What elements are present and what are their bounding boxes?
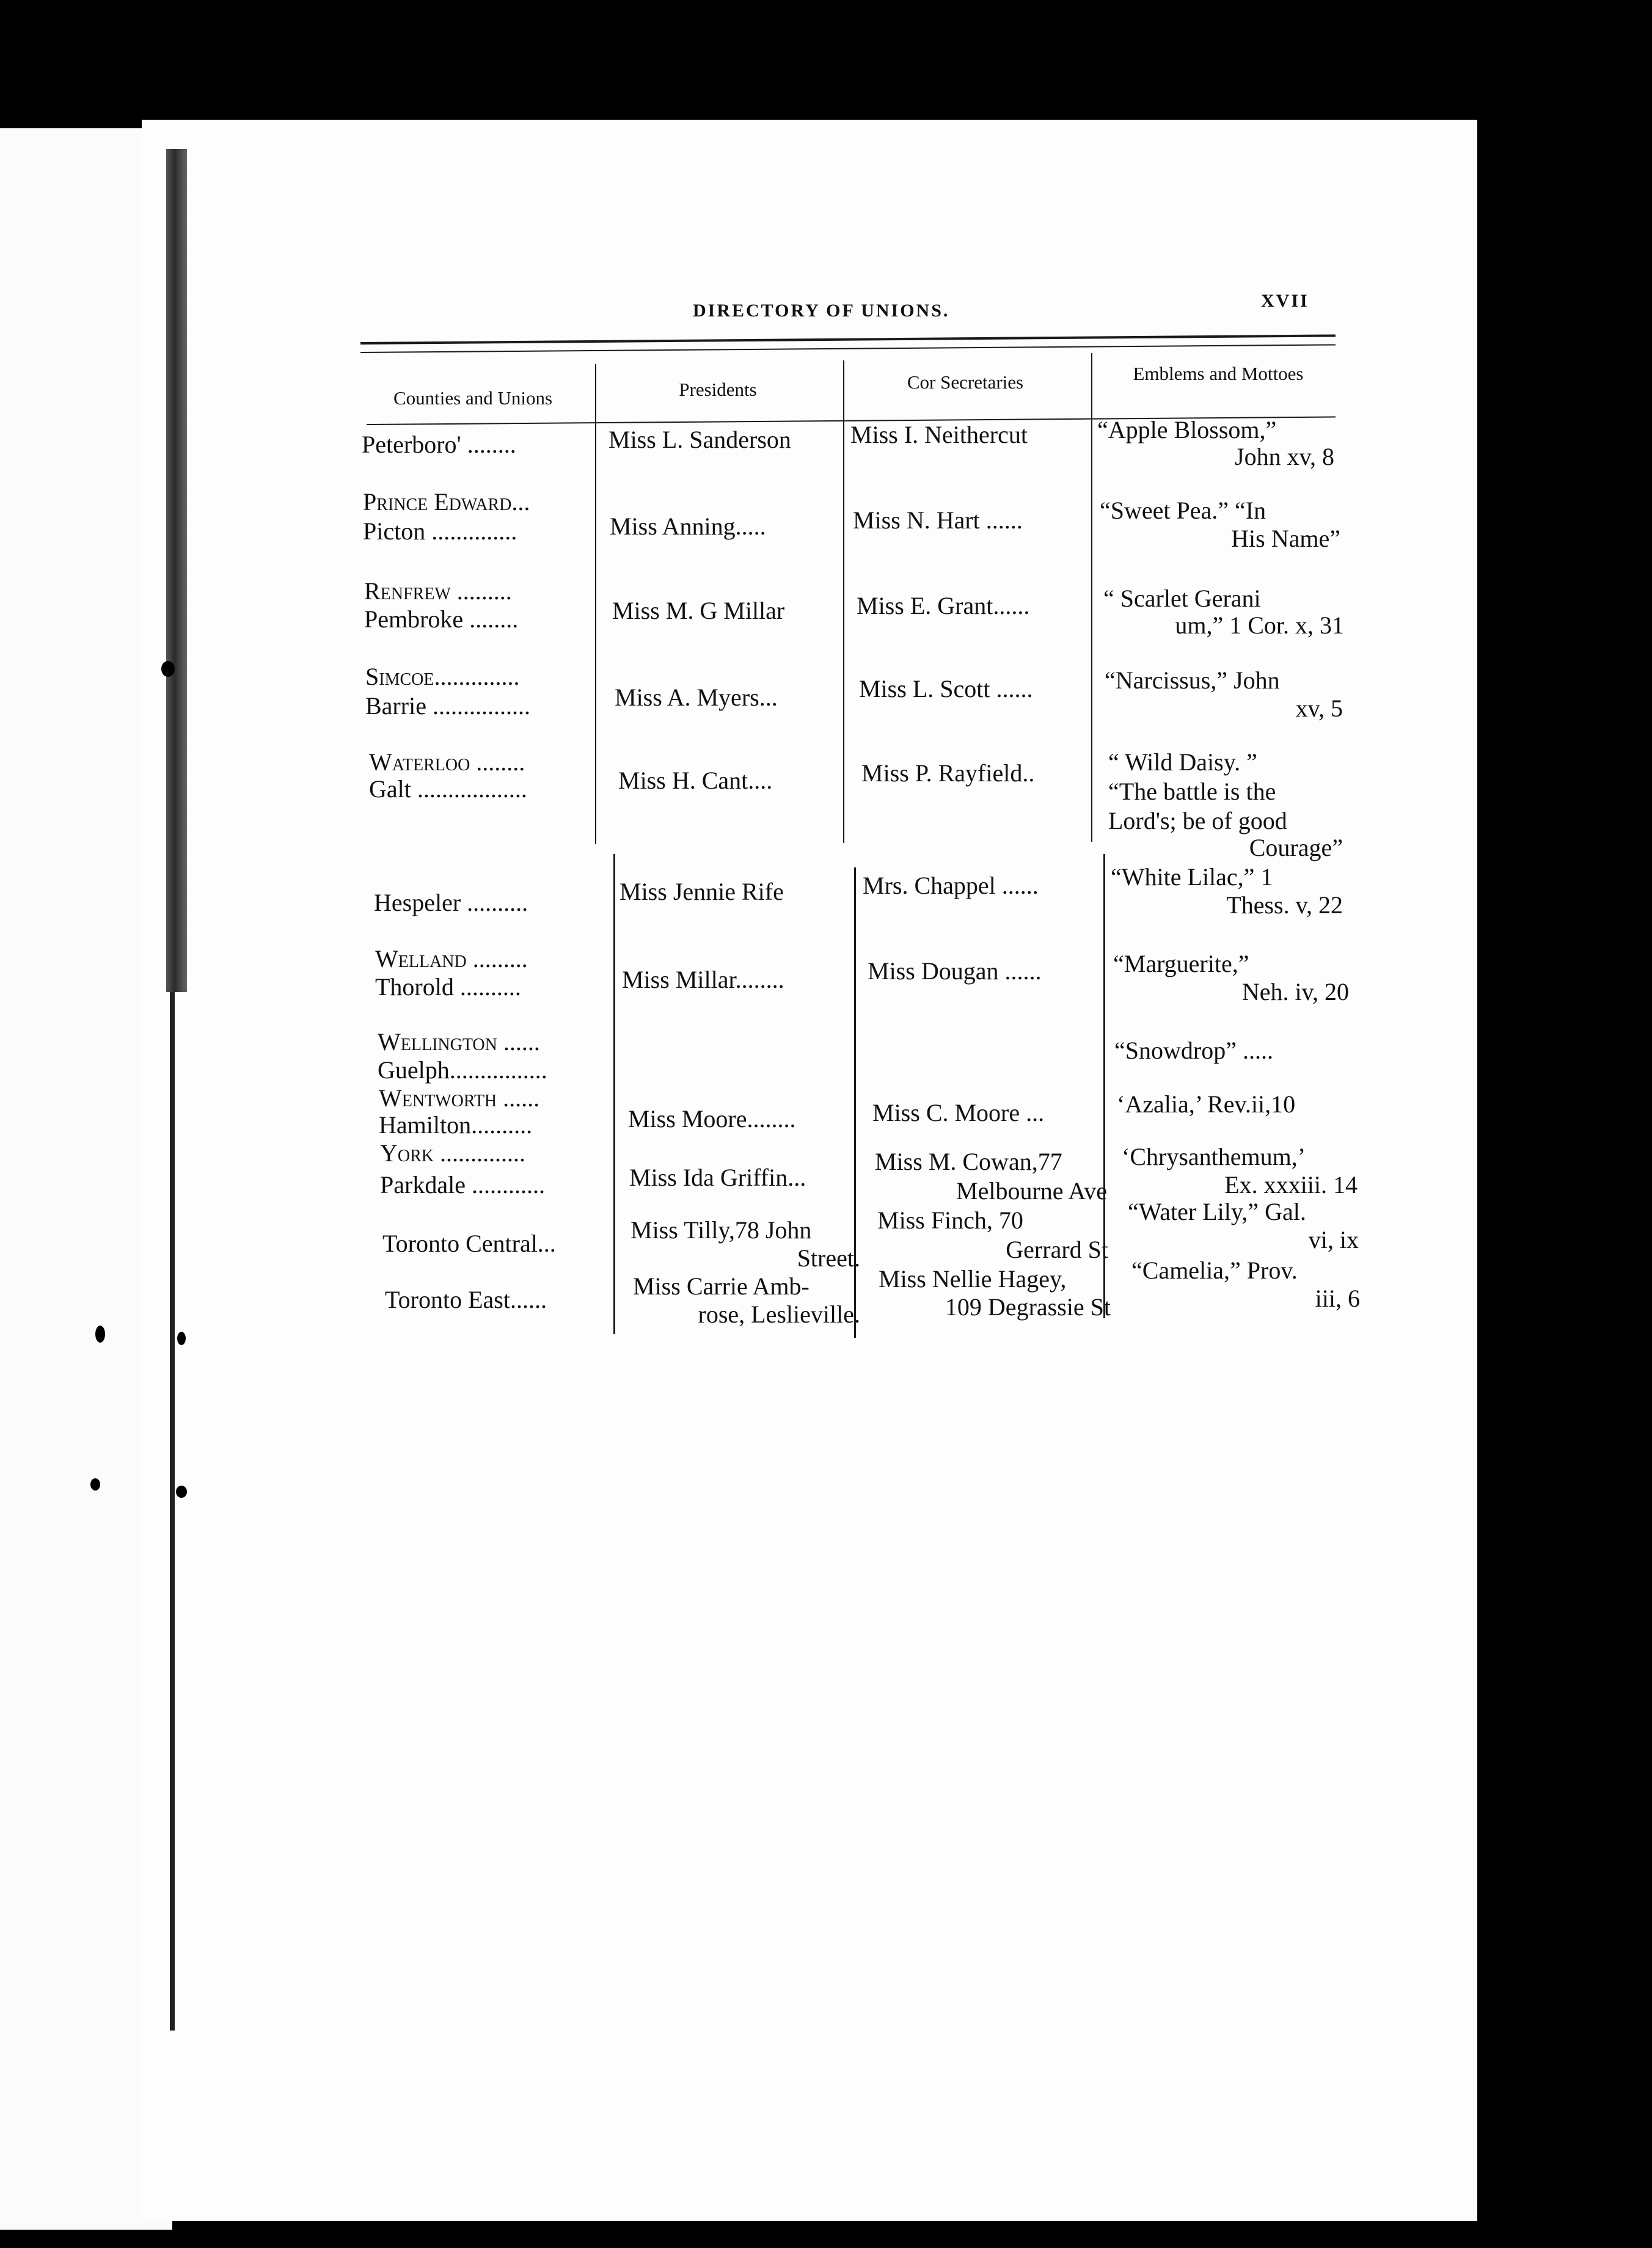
secretary-address: Gerrard St [1006,1236,1108,1263]
emblem-motto: um,” 1 Cor. x, 31 [1175,611,1344,639]
book-page [142,120,1477,2221]
emblem-motto: Neh. iv, 20 [1241,978,1349,1005]
president-name: Miss Ida Griffin... [629,1164,806,1191]
county-name: Welland ......... [375,945,528,973]
emblem-motto: “Water Lily,” Gal. [1128,1198,1306,1225]
emblem-motto: Lord's; be of good [1108,807,1287,834]
emblem-motto: Thess. v, 22 [1226,891,1343,919]
emblem-motto: “ Wild Daisy. ” [1108,748,1257,776]
president-name: Miss L. Sanderson [609,426,791,453]
binding-edge [166,149,187,992]
speck [176,1486,187,1498]
secretary-name: Miss Nellie Hagey, [879,1265,1067,1293]
county-name: Renfrew ......... [364,577,512,605]
emblem-motto: “White Lilac,” 1 [1111,863,1273,891]
col-head-secretaries: Cor Secretaries [907,371,1024,393]
secretary-name: Miss L. Scott ...... [859,675,1033,702]
emblem-motto: “Camelia,” Prov. [1131,1257,1298,1284]
county-name: Prince Edward... [363,488,530,516]
speck [90,1478,100,1491]
secretary-name: Miss N. Hart ...... [853,506,1023,534]
union-name: Toronto East...... [385,1286,547,1313]
president-name: Miss A. Myers... [615,684,778,711]
union-name: Galt .................. [369,775,527,803]
column-rule [595,364,596,844]
speck [95,1326,105,1343]
county-name: Wellington ...... [378,1028,540,1056]
president-address: Street. [797,1244,860,1272]
secretary-name: Miss Finch, 70 [877,1206,1023,1234]
emblem-motto: “ Scarlet Gerani [1103,585,1261,612]
column-rule [843,360,844,843]
col-head-presidents: Presidents [679,379,757,400]
union-name: Parkdale ............ [380,1171,545,1199]
secretary-name: Miss E. Grant...... [857,592,1030,619]
column-rule [1091,353,1092,842]
col-head-counties: Counties and Unions [393,387,553,409]
union-name: Hamilton.......... [379,1111,533,1139]
secretary-name: Miss C. Moore ... [872,1099,1045,1126]
emblem-motto: xv, 5 [1295,695,1343,722]
emblem-motto: Courage” [1249,834,1343,861]
emblem-motto: “The battle is the [1108,778,1276,805]
col-head-emblems: Emblems and Mottoes [1133,363,1304,384]
column-rule [613,854,615,1334]
secretary-name: Miss M. Cowan,77 [875,1148,1062,1175]
county-name: Simcoe.............. [365,663,520,690]
county-name: Wentworth ...... [379,1084,540,1112]
president-name: Miss Moore........ [628,1105,796,1133]
president-name: Miss M. G Millar [612,597,785,624]
secretary-address: Melbourne Ave [956,1177,1107,1205]
emblem-motto: ‘Chrysanthemum,’ [1122,1143,1306,1170]
union-name: Thorold .......... [375,973,521,1001]
emblem-motto: “Marguerite,” [1113,950,1249,977]
emblem-motto: “Snowdrop” ..... [1114,1037,1273,1064]
union-name: Peterboro' ........ [362,431,516,458]
president-name: Miss Anning..... [610,513,766,540]
union-name: Picton .............. [363,517,517,545]
emblem-motto: John xv, 8 [1235,443,1334,470]
secretary-name: Miss P. Rayfield.. [861,759,1035,787]
union-name: Guelph................ [378,1056,547,1084]
emblem-motto: “Apple Blossom,” [1097,416,1277,443]
union-name: Toronto Central... [382,1230,556,1257]
emblem-motto: His Name” [1231,525,1340,552]
speck [177,1332,186,1345]
union-name: Hespeler .......... [374,889,528,916]
county-name: Waterloo ........ [369,748,525,776]
president-name: Miss H. Cant.... [618,767,773,794]
secretary-name: Mrs. Chappel ...... [863,872,1039,899]
president-name: Miss Carrie Amb- [633,1272,810,1300]
secretary-name: Miss I. Neithercut [850,421,1028,448]
county-name: York .............. [380,1139,526,1167]
president-name: Miss Jennie Rife [620,878,784,905]
emblem-motto: ‘Azalia,’ Rev.ii,10 [1117,1090,1296,1118]
binding-edge-lower [170,992,175,2031]
emblem-motto: vi, ix [1308,1226,1359,1254]
union-name: Barrie ................ [365,692,530,720]
page-title: DIRECTORY OF UNIONS. [693,301,950,321]
president-name: Miss Tilly,78 John [630,1216,812,1244]
page-number: XVII [1261,291,1309,311]
union-name: Pembroke ........ [364,605,519,633]
secretary-name: Miss Dougan ...... [868,957,1042,985]
president-name: Miss Millar........ [622,966,784,993]
president-address: rose, Leslieville. [698,1301,860,1328]
emblem-motto: Ex. xxxiii. 14 [1224,1171,1358,1199]
speck [161,661,175,677]
emblem-motto: iii, 6 [1315,1285,1360,1312]
secretary-address: 109 Degrassie St [945,1293,1111,1321]
emblem-motto: “Sweet Pea.” “In [1100,497,1266,524]
emblem-motto: “Narcissus,” John [1105,666,1280,694]
